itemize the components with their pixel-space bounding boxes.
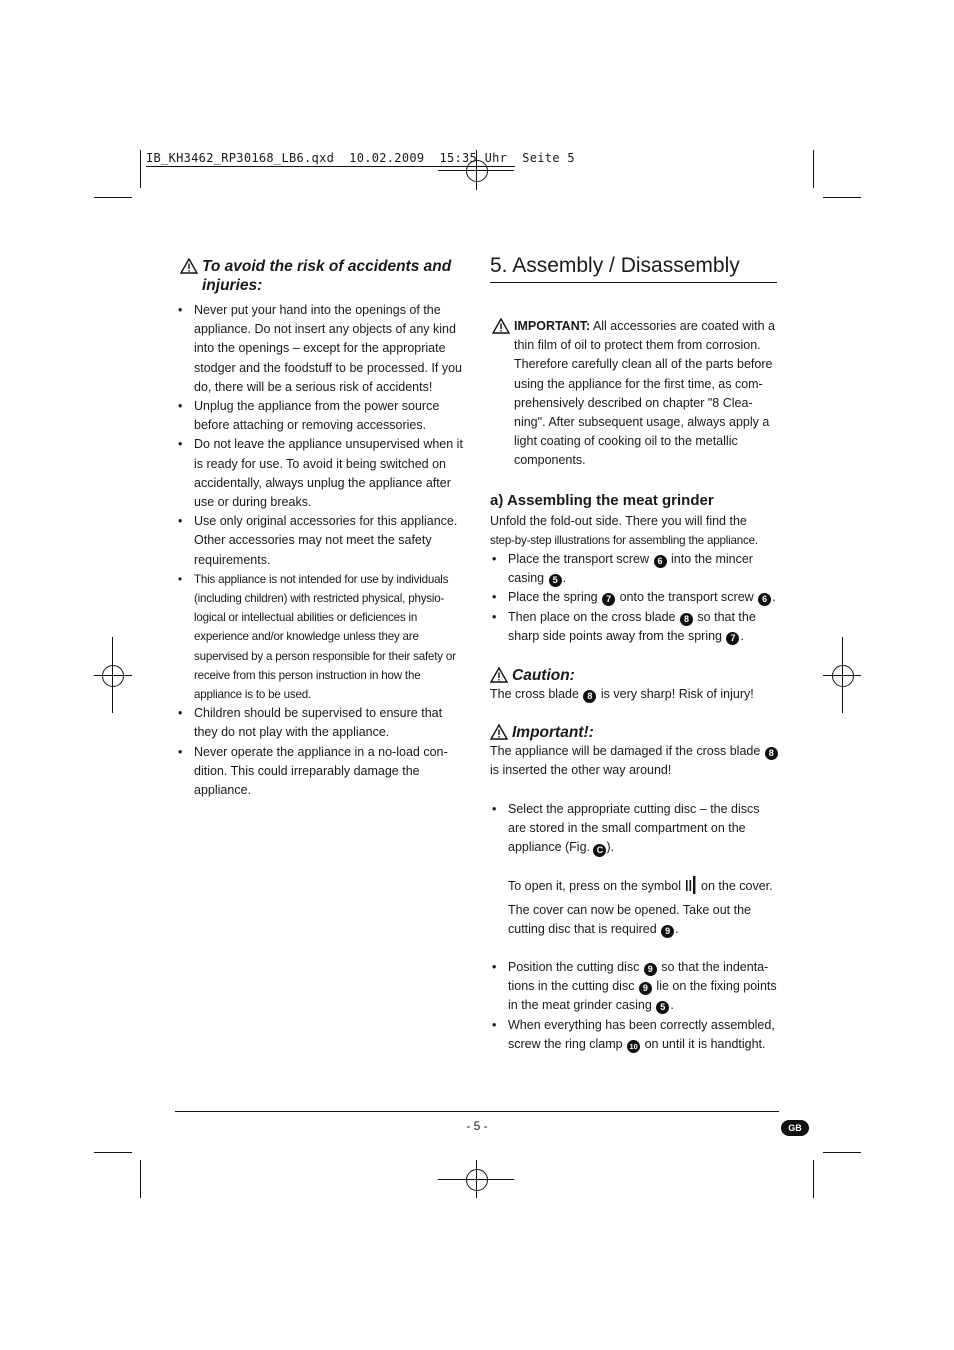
language-badge: GB [781, 1120, 809, 1136]
part-number-badge: 6 [654, 555, 667, 568]
warning-triangle-icon [180, 258, 198, 274]
part-number-badge: 10 [627, 1040, 640, 1053]
warning-triangle-icon [490, 724, 508, 740]
list-item: • Do not leave the appliance unsupervised when it is ready for use. To avoid it being switched on accidentally, always unplug the appliance after use or during breaks. [176, 435, 466, 512]
part-number-badge: 5 [549, 574, 562, 587]
figure-c-badge: C [593, 844, 606, 857]
part-number-badge: 5 [656, 1001, 669, 1014]
crop-mark [140, 150, 141, 188]
part-number-badge: 7 [726, 632, 739, 645]
intro-line-2: step-by-step illustrations for assembling the appliance. [490, 533, 758, 547]
footer-rule [175, 1111, 779, 1112]
warning-triangle-icon [490, 667, 508, 683]
disc-steps [490, 800, 780, 1054]
file-slug-line: IB_KH3462_RP30168_LB6.qxd 10.02.2009 15:35 Uhr Seite 5 [146, 151, 575, 165]
crop-mark [94, 1152, 132, 1153]
part-number-badge: 8 [680, 613, 693, 626]
left-column [176, 257, 466, 800]
part-number-badge: 8 [583, 690, 596, 703]
list-item: • This appliance is not intended for use by individuals (including children) with restricted physical, physio-logical or intellectual abilities or deficiences in experience and/or knowledge unless they are supervised by a person responsible for their safety or receive from this person instruction in how the appliance is to be used. [176, 570, 466, 704]
list-item: • Place the spring 7 onto the transport screw 6 . [490, 588, 780, 607]
caution-heading: Caution: [490, 666, 780, 685]
important-text-2: The appliance will be damaged if the cross blade 8 is inserted the other way around! [490, 742, 780, 780]
important-notice [492, 317, 780, 471]
assembly-steps [490, 550, 780, 646]
important-heading: Important!: [490, 723, 780, 742]
part-number-badge: 7 [602, 593, 615, 606]
slug-underline [146, 166, 515, 167]
list-item: • Select the appropriate cutting disc – the discs are stored in the small compartment on the appliance (Fig. C ). To open it, press on the symbol on the cover. The cover can now be opened. Take out the cutting disc that is required 9 . [490, 800, 780, 939]
list-item: • Never put your hand into the openings of the appliance. Do not insert any objects of any kind into the openings – except for the appropriate stodger and the foodstuff to be processed. If you do, there will be a serious risk of accidents! [176, 301, 466, 397]
page-number: - 5 - [466, 1119, 488, 1133]
list-item: • When everything has been correctly assembled, screw the ring clamp 10 on until it is handtight. [490, 1016, 780, 1054]
safety-heading-text: To avoid the risk of accidents and injuries: [202, 258, 452, 294]
part-number-badge: 9 [661, 925, 674, 938]
crop-mark [823, 1152, 861, 1153]
list-item: • Place the transport screw 6 into the mincer casing 5 . [490, 550, 780, 588]
part-number-badge: 9 [639, 982, 652, 995]
crop-mark [823, 197, 861, 198]
crop-mark [94, 197, 132, 198]
crop-mark [813, 150, 814, 188]
part-number-badge: 8 [765, 747, 778, 760]
registration-circle [832, 665, 854, 687]
sub-heading: a) Assembling the meat grinder [490, 491, 714, 509]
part-number-badge: 9 [644, 963, 657, 976]
list-item: • Then place on the cross blade 8 so that the sharp side points away from the spring 7 . [490, 608, 780, 646]
important-text: IMPORTANT: All accessories are coated with a thin film of oil to protect them from corrosion. Therefore carefully clean all of the parts before using the appliance for the first time, as com-prehensively described on chapter "8 Clea-ning". After subsequent usage, always apply a light coating of cooking oil to the metallic components. [514, 319, 775, 468]
important-label: IMPORTANT: [514, 319, 591, 333]
list-item: • Unplug the appliance from the power source before attaching or removing accessories. [176, 397, 466, 435]
list-item: • Position the cutting disc 9 so that the indenta-tions in the cutting disc 9 lie on the fixing points in the meat grinder casing 5 . [490, 958, 780, 1016]
section-title: 5. Assembly / Disassembly [490, 252, 777, 283]
registration-circle [102, 665, 124, 687]
list-item: • Never operate the appliance in a no-load con-dition. This could irreparably damage the appliance. [176, 743, 466, 801]
crop-mark [813, 1160, 814, 1198]
open-cover-symbol-icon [685, 876, 697, 900]
list-item: • Children should be supervised to ensure that they do not play with the appliance. [176, 704, 466, 742]
right-column [490, 252, 780, 1054]
warning-triangle-icon [492, 318, 510, 334]
caution-text: The cross blade 8 is very sharp! Risk of injury! [490, 687, 754, 702]
crop-mark [140, 1160, 141, 1198]
intro-line-1: Unfold the fold-out side. There you will find the [490, 513, 747, 528]
safety-heading [180, 257, 466, 295]
safety-list [176, 301, 466, 800]
list-item: • Use only original accessories for this appliance. Other accessories may not meet the safety requirements. [176, 512, 466, 570]
part-number-badge: 6 [758, 593, 771, 606]
registration-circle [466, 1169, 488, 1191]
